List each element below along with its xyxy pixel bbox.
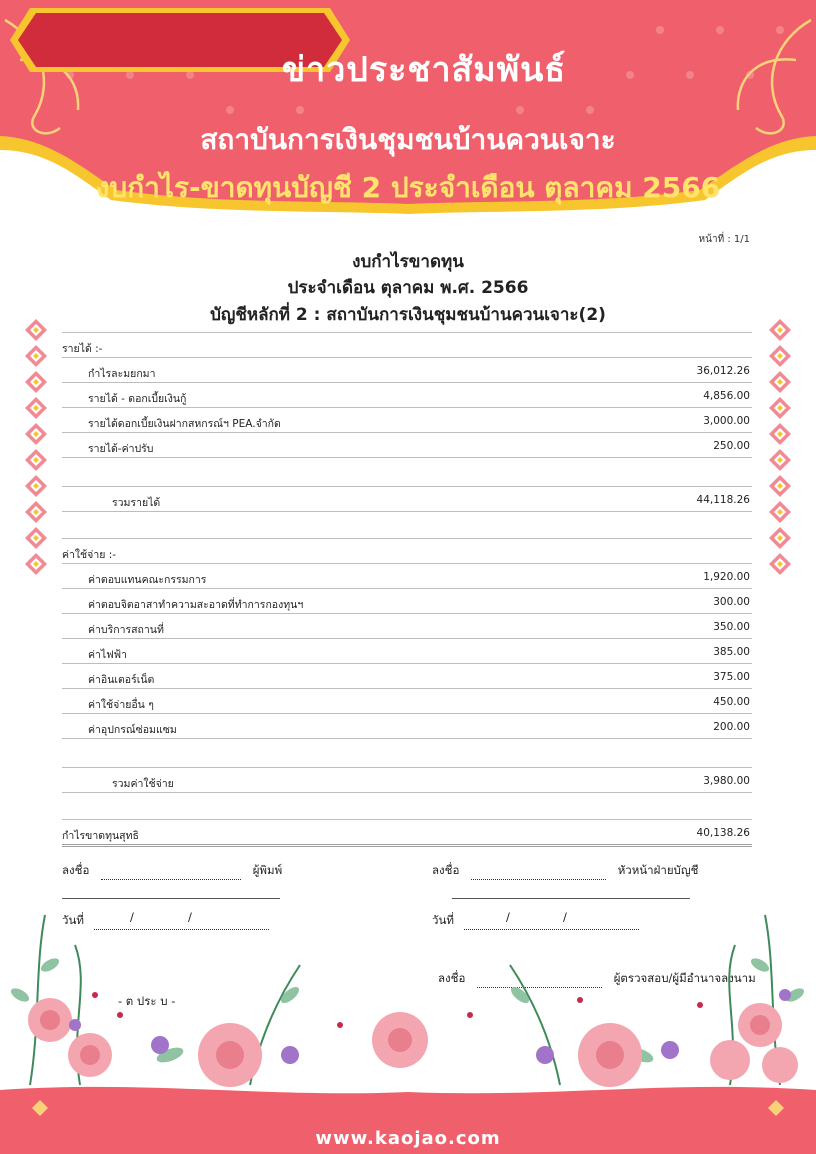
ornament-tile: [24, 526, 48, 550]
page-number: หน้าที่ : 1/1: [698, 234, 750, 245]
expense-total-row: [62, 768, 752, 793]
sign-label: ลงชื่อ: [438, 971, 466, 985]
net-profit-row: [62, 820, 752, 847]
expense-heading-row: [62, 539, 752, 564]
income-heading: รายได้ :-: [62, 343, 103, 355]
net-label: กำไรขาดทุนสุทธิ: [62, 830, 139, 842]
partial-heading: - ต ประ บ -: [118, 994, 176, 1008]
ornament-tile: [24, 422, 48, 446]
table-row: [62, 589, 752, 614]
signature-line: [471, 867, 606, 880]
table-row: [62, 639, 752, 664]
date-slash: /: [563, 910, 567, 924]
income-heading-row: [62, 332, 752, 358]
printer-role: ผู้พิมพ์: [252, 863, 283, 877]
row-label: รายได้ดอกเบี้ยเงินฝากสหกรณ์ฯ PEA.จำกัด: [88, 418, 281, 430]
row-value: 36,012.26: [696, 365, 750, 377]
ornament-tile: [24, 448, 48, 472]
net-value: 40,138.26: [696, 827, 750, 839]
row-value: 350.00: [713, 621, 750, 633]
printer-signature: [62, 862, 282, 880]
pill-title: ข่าวประชาสัมพันธ์: [281, 50, 567, 90]
total-value: 3,980.00: [703, 775, 750, 787]
ornament-tile: [768, 448, 792, 472]
table-row: [62, 564, 752, 589]
row-label: ค่าตอบแทนคณะกรรมการ: [88, 574, 207, 586]
date-slash: /: [188, 910, 192, 924]
head-signature: [432, 862, 698, 880]
row-value: 200.00: [713, 721, 750, 733]
header-statement-title: งบกำไร-ขาดทุนบัญชี 2 ประจำเดือน ตุลาคม 2566: [95, 171, 721, 204]
table-row: [62, 358, 752, 383]
table-row: [62, 614, 752, 639]
row-value: 1,920.00: [703, 571, 750, 583]
row-value: 450.00: [713, 696, 750, 708]
row-label: รายได้-ค่าปรับ: [88, 443, 154, 455]
table-row: [62, 433, 752, 458]
total-label: รวมรายได้: [112, 497, 161, 509]
income-statement-table: [62, 332, 752, 847]
header-institution: สถาบันการเงินชุมชนบ้านควนเจาะ: [200, 123, 616, 156]
row-label: ค่าอินเตอร์เน็ต: [88, 674, 155, 686]
ornament-tile: [768, 500, 792, 524]
head-role: หัวหน้าฝ่ายบัญชี: [617, 863, 699, 877]
ornament-tile: [768, 396, 792, 420]
blank-row: [62, 739, 752, 768]
ornament-tile: [768, 474, 792, 498]
row-label: ค่าไฟฟ้า: [88, 649, 127, 661]
ornament-tile: [24, 552, 48, 576]
report-period: ประจำเดือน ตุลาคม พ.ศ. 2566: [287, 278, 529, 298]
row-label: ค่าใช้จ่ายอื่น ๆ: [88, 699, 154, 711]
name-line: [62, 898, 280, 899]
income-total-row: [62, 487, 752, 512]
ornament-tile: [768, 344, 792, 368]
auditor-role: ผู้ตรวจสอบ/ผู้มีอำนาจลงนาม: [613, 971, 756, 985]
table-row: [62, 383, 752, 408]
row-value: 4,856.00: [703, 390, 750, 402]
header-banner: [0, 0, 816, 215]
ornament-tile: [24, 318, 48, 342]
date-label: วันที่: [432, 913, 454, 927]
ornament-tile: [768, 318, 792, 342]
ornament-tile: [24, 396, 48, 420]
ornament-tile: [768, 526, 792, 550]
row-value: 300.00: [713, 596, 750, 608]
ornament-tile: [24, 500, 48, 524]
ornament-tile: [24, 474, 48, 498]
name-line: [452, 898, 690, 899]
blank-row: [62, 512, 752, 539]
table-row: [62, 714, 752, 739]
report-account: บัญชีหลักที่ 2 : สถาบันการเงินชุมชนบ้านควนเจาะ(2): [210, 305, 606, 325]
total-label: รวมค่าใช้จ่าย: [112, 778, 174, 790]
row-label: ค่าบริการสถานที่: [88, 624, 164, 636]
table-row: [62, 408, 752, 433]
row-value: 250.00: [713, 440, 750, 452]
blank-row: [62, 458, 752, 487]
table-row: [62, 689, 752, 714]
ornament-tile: [768, 552, 792, 576]
blank-row: [62, 793, 752, 820]
row-label: รายได้ - ดอกเบี้ยเงินกู้: [88, 393, 187, 405]
row-label: กำไรละมยกมา: [88, 368, 156, 380]
ornament-tile: [24, 370, 48, 394]
row-value: 375.00: [713, 671, 750, 683]
sign-label: ลงชื่อ: [432, 863, 460, 877]
sign-label: ลงชื่อ: [62, 863, 90, 877]
row-label: ค่าตอบจิตอาสาทำความสะอาดที่ทำการกองทุนฯ: [88, 599, 304, 611]
date-slash: /: [506, 910, 510, 924]
expense-heading: ค่าใช้จ่าย :-: [62, 549, 117, 561]
table-row: [62, 664, 752, 689]
row-value: 3,000.00: [703, 415, 750, 427]
ornament-tile: [768, 370, 792, 394]
ornament-tile: [768, 422, 792, 446]
ornament-tile: [24, 344, 48, 368]
footer-url: www.kaojao.com: [315, 1128, 501, 1149]
row-label: ค่าอุปกรณ์ซ่อมแซม: [88, 724, 177, 736]
total-value: 44,118.26: [696, 494, 750, 506]
report-title: งบกำไรขาดทุน: [352, 252, 464, 272]
date-slash: /: [130, 910, 134, 924]
signature-line: [101, 867, 241, 880]
row-value: 385.00: [713, 646, 750, 658]
date-label: วันที่: [62, 913, 84, 927]
